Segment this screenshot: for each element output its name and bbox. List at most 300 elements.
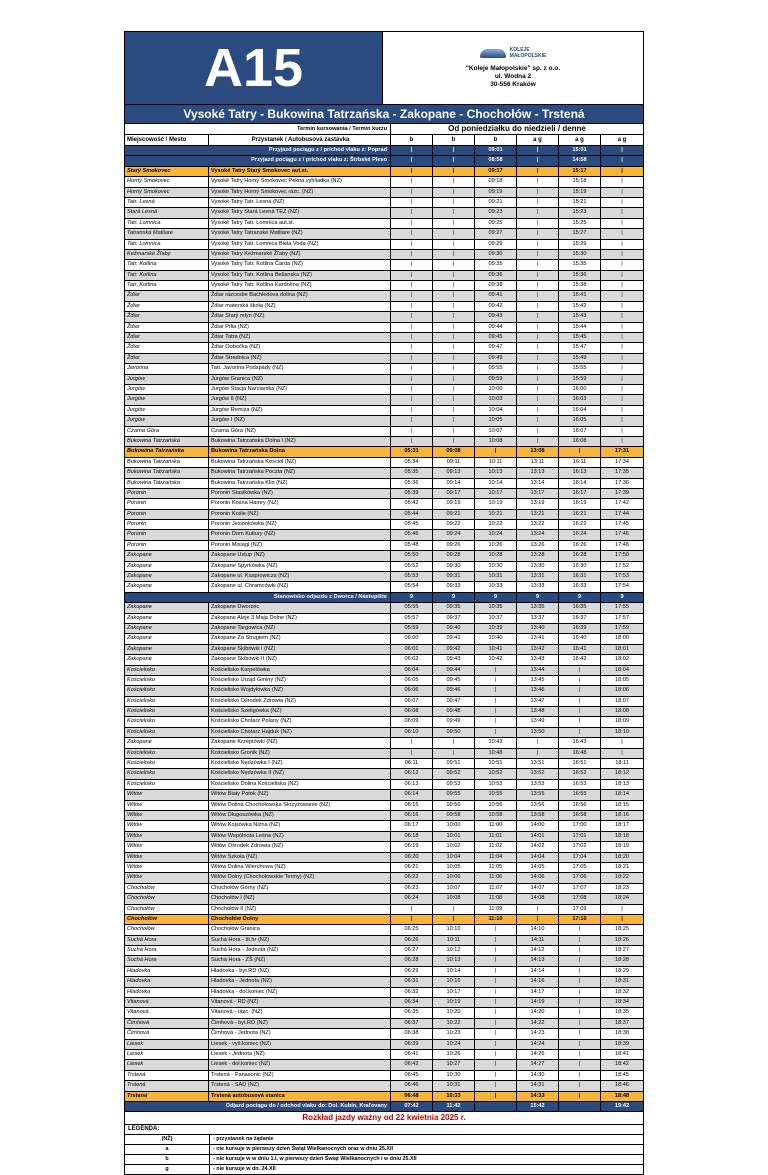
time-cell: 15:59	[559, 375, 601, 384]
time-cell: 15:30	[559, 250, 601, 259]
time-cell: 17:04	[559, 853, 601, 862]
time-cell: 17:06	[559, 873, 601, 882]
time-cell: 18:09	[615, 718, 629, 725]
time-cell: 10:51	[475, 759, 517, 768]
time-cell: |	[517, 198, 559, 207]
town-cell: Horný Smokovec	[125, 177, 209, 186]
table-row	[125, 416, 643, 426]
time-cell: 16:14	[559, 479, 601, 488]
time-cell: 06:08	[391, 707, 433, 716]
table-row	[125, 728, 643, 738]
time-cell: 14:23	[517, 1029, 559, 1038]
table-row	[125, 354, 643, 364]
town-cell: Zakopane	[125, 614, 209, 623]
time-cell: 13:58	[517, 811, 559, 820]
time-cell: |	[559, 1071, 601, 1080]
table-row	[125, 905, 643, 915]
legend-key: (NŽ)	[125, 1135, 210, 1144]
table-row	[125, 686, 643, 696]
time-cell: 10:20	[433, 1008, 475, 1017]
time-cell: 14:12	[517, 946, 559, 955]
time-cell: 06:24	[391, 894, 433, 903]
stop-cell: Liesek - vyš.koniec (NZ)	[209, 1040, 391, 1049]
stop-cell: Witów Ośrodek Zdrowia (NZ)	[209, 842, 391, 851]
time-cell: 09:31	[433, 572, 475, 581]
legend-key: a	[125, 1145, 210, 1154]
time-cell: |	[559, 1040, 601, 1049]
time-cell: 14:10	[517, 925, 559, 934]
time-cell: 09:48	[433, 707, 475, 716]
time-cell: |	[433, 156, 475, 165]
time-cell: 09:38	[475, 281, 517, 290]
table-row	[125, 479, 643, 489]
time-cell: 09:28	[433, 551, 475, 560]
time-cell: 13:17	[517, 489, 559, 498]
time-cell: 09:41	[433, 634, 475, 643]
time-cell: 09:11	[433, 458, 475, 467]
time-cell: 10:00	[475, 385, 517, 394]
town-cell: Starý Smokovec	[125, 167, 209, 176]
town-cell: Tatr. Lomnica	[125, 240, 209, 249]
time-cell: 10:16	[433, 977, 475, 986]
time-cell: 11:08	[475, 894, 517, 903]
table-row	[125, 811, 643, 821]
time-cell: 18:14	[615, 791, 629, 798]
town-cell: Hladovka	[125, 988, 209, 997]
time-cell: |	[517, 250, 559, 259]
stop-cell: Trstená - SAD (NZ)	[209, 1081, 391, 1090]
time-cell: |	[621, 749, 623, 756]
time-cell: |	[391, 427, 433, 436]
town-cell: Bukowina Tatrzańska	[125, 447, 209, 456]
time-cell: 15:29	[559, 240, 601, 249]
time-cell: 13:42	[517, 645, 559, 654]
stop-cell: Ždiar Pília (NZ)	[209, 323, 391, 332]
time-cell: |	[475, 447, 517, 456]
time-cell: |	[433, 385, 475, 394]
town-cell: Witów	[125, 801, 209, 810]
time-cell: 09:36	[475, 271, 517, 280]
town-cell: Zakopane	[125, 624, 209, 633]
time-cell: 15:38	[559, 281, 601, 290]
time-cell: 16:05	[559, 416, 601, 425]
town-cell: Zakopane	[125, 645, 209, 654]
stop-cell: Vysoké Tatry Stará Lesná TEZ (NZ)	[209, 208, 391, 217]
legend-text: - przystanek na żądanie	[213, 1136, 274, 1143]
time-cell: |	[517, 738, 559, 747]
time-cell: |	[517, 905, 559, 914]
time-cell: 10:33	[433, 1092, 475, 1101]
time-cell: |	[621, 147, 623, 153]
time-cell	[559, 1102, 601, 1111]
time-cell: 06:41	[391, 1050, 433, 1059]
time-cell: 09:44	[433, 666, 475, 675]
time-cell: 17:59	[615, 624, 629, 631]
town-cell: Hladovka	[125, 977, 209, 986]
time-cell: |	[475, 967, 517, 976]
time-cell: |	[517, 915, 559, 924]
platform-cell: 9	[433, 593, 475, 602]
stop-cell: Vysoké Tatry Tatr. Kotlina Kardolína (NZ)	[209, 281, 391, 290]
time-cell: 09:13	[433, 468, 475, 477]
time-cell: |	[391, 302, 433, 311]
stop-cell: Bukowina Tatrzańska Dolna	[209, 447, 391, 456]
stop-cell: Poronin Stasikówka (NZ)	[209, 489, 391, 498]
time-cell: 06:16	[391, 811, 433, 820]
time-cell: 15:27	[559, 229, 601, 238]
time-cell: 13:33	[517, 582, 559, 591]
table-row	[125, 1092, 643, 1102]
stop-cell: Zakopane Skibówki I (NZ)	[209, 645, 391, 654]
table-row	[125, 271, 643, 281]
table-row	[125, 1040, 643, 1050]
time-cell: |	[621, 365, 623, 372]
time-cell: 13:35	[517, 603, 559, 612]
town-cell: Poronin	[125, 489, 209, 498]
time-cell: |	[433, 167, 475, 176]
time-cell: 10:11	[475, 458, 517, 467]
town-cell: Jurgów	[125, 406, 209, 415]
time-cell: 13:26	[517, 541, 559, 550]
table-row	[125, 229, 643, 239]
time-cell: |	[475, 707, 517, 716]
time-cell: 10:41	[475, 645, 517, 654]
time-cell: 13:50	[517, 728, 559, 737]
table-row	[125, 520, 643, 530]
platform-cell: 9	[559, 593, 601, 602]
stop-cell: Witów Dolina Wierchowa (NZ)	[209, 863, 391, 872]
time-cell: 10:11	[433, 936, 475, 945]
legend-text: - nie kursuje w dn. 24.XII	[213, 1166, 276, 1173]
time-cell: |	[559, 1050, 601, 1059]
validity-note: Rozkład jazdy ważny od 22 kwietnia 2025 r.	[125, 1112, 643, 1125]
time-cell: 10:17	[475, 489, 517, 498]
time-cell: 09:23	[475, 208, 517, 217]
time-cell: 16:26	[559, 541, 601, 550]
time-cell: |	[475, 956, 517, 965]
time-cell: 09:52	[433, 769, 475, 778]
time-cell: 05:36	[391, 479, 433, 488]
time-cell: |	[517, 749, 559, 758]
time-cell: 10:42	[475, 655, 517, 664]
time-cell: 09:56	[433, 801, 475, 810]
time-cell: 18:23	[615, 884, 629, 891]
table-row	[125, 884, 643, 894]
time-cell: |	[517, 416, 559, 425]
time-cell: |	[621, 417, 623, 424]
time-cell: |	[475, 1050, 517, 1059]
time-cell: 10:24	[433, 1040, 475, 1049]
time-cell: 05:52	[391, 562, 433, 571]
time-cell: 18:10	[615, 728, 629, 735]
time-cell: 15:42	[517, 1102, 559, 1111]
time-cell: |	[475, 666, 517, 675]
table-row	[125, 998, 643, 1008]
platform-cell: 9	[475, 593, 517, 602]
time-cell: 16:55	[559, 790, 601, 799]
time-cell: |	[475, 1071, 517, 1080]
time-cell: 18:05	[615, 676, 629, 683]
term-row	[125, 124, 643, 135]
time-cell: |	[391, 260, 433, 269]
time-cell: |	[621, 282, 623, 289]
time-cell: 18:45	[615, 1071, 629, 1078]
time-cell: 10:22	[433, 1019, 475, 1028]
time-cell: 09:29	[475, 240, 517, 249]
platform-cell: 9	[517, 593, 559, 602]
stop-cell: Kościelisko Szeligówka (NZ)	[209, 707, 391, 716]
time-cell: 18:25	[615, 926, 629, 933]
code-3: b	[475, 135, 517, 145]
time-cell: 10:07	[433, 884, 475, 893]
time-cell: 09:35	[475, 260, 517, 269]
time-cell: |	[475, 1019, 517, 1028]
time-cell: 19:42	[614, 1102, 630, 1109]
time-cell: 18:06	[615, 687, 629, 694]
time-cell: 09:27	[475, 229, 517, 238]
time-cell: 18:08	[615, 708, 629, 715]
time-cell: 09:30	[475, 250, 517, 259]
stop-cell: Vysoké Tatry Starý Smokovec aut.st.	[209, 167, 391, 176]
time-cell: 13:13	[517, 468, 559, 477]
time-cell: 14:31	[517, 1081, 559, 1090]
time-cell: 15:19	[559, 188, 601, 197]
table-row	[125, 219, 643, 229]
table-row	[125, 780, 643, 790]
time-cell: 09:18	[475, 177, 517, 186]
operator-info	[383, 32, 643, 104]
time-cell: 18:41	[615, 1050, 629, 1057]
stop-cell: Ždiar Oobočka (NZ)	[209, 343, 391, 352]
time-cell: 05:57	[391, 614, 433, 623]
time-cell: 10:22	[475, 520, 517, 529]
time-cell: 06:29	[391, 967, 433, 976]
time-cell: 13:44	[517, 666, 559, 675]
time-cell: 16:40	[559, 634, 601, 643]
town-cell: Chochołów	[125, 915, 209, 924]
time-cell: |	[391, 343, 433, 352]
table-row	[125, 645, 643, 655]
time-cell: 17:45	[615, 521, 629, 528]
table-row	[125, 188, 643, 198]
table-row	[125, 343, 643, 353]
time-cell: |	[475, 946, 517, 955]
town-cell: Zakopane	[125, 655, 209, 664]
time-cell: 17:39	[615, 489, 629, 496]
time-cell: 10:26	[433, 1050, 475, 1059]
time-cell: |	[517, 437, 559, 446]
time-cell: |	[391, 281, 433, 290]
time-cell: 13:49	[517, 717, 559, 726]
table-row	[125, 977, 643, 987]
time-cell: 13:48	[517, 707, 559, 716]
time-cell: 10:58	[475, 811, 517, 820]
time-cell: 06:31	[391, 977, 433, 986]
time-cell: 06:07	[391, 697, 433, 706]
time-cell: 17:08	[559, 894, 601, 903]
time-cell: 13:31	[517, 572, 559, 581]
table-row	[125, 312, 643, 322]
town-cell: Zakopane	[125, 582, 209, 591]
time-cell: 10:39	[475, 624, 517, 633]
town-cell: Poronin	[125, 520, 209, 529]
town-cell: Kościelisko	[125, 749, 209, 758]
time-cell: 18:11	[615, 760, 629, 767]
time-cell: 13:47	[517, 697, 559, 706]
table-row	[125, 260, 643, 270]
town-cell: Chochołów	[125, 905, 209, 914]
stops-section-1	[125, 167, 643, 593]
time-cell: 10:30	[475, 562, 517, 571]
time-cell: 09:44	[475, 323, 517, 332]
stop-cell: Kościelisko Chotarz Hajduk (NZ)	[209, 728, 391, 737]
time-cell: 18:07	[615, 697, 629, 704]
time-cell: 17:48	[615, 541, 629, 548]
stop-cell: Witów Dolny (Chochołowskie Termy) (NZ)	[209, 873, 391, 882]
town-cell: Zakopane	[125, 562, 209, 571]
time-cell: 18:24	[615, 895, 629, 902]
stop-cell: Zakopane Ustup (NZ)	[209, 551, 391, 560]
time-cell: 05:50	[391, 551, 433, 560]
stop-cell: Trstená - Panasonic (NZ)	[209, 1071, 391, 1080]
time-cell: |	[621, 230, 623, 237]
stop-cell: Chochołów Górny (NZ)	[209, 884, 391, 893]
town-cell: Kościelisko	[125, 780, 209, 789]
town-cell: Bukowina Tatrzańska	[125, 458, 209, 467]
legend-key: b	[125, 1155, 210, 1164]
time-cell: 13:24	[517, 530, 559, 539]
town-cell: Chochołów	[125, 884, 209, 893]
stop-cell: Zakopane ul. Chramcówki (NZ)	[209, 582, 391, 591]
time-cell: |	[433, 333, 475, 342]
time-cell: |	[391, 167, 433, 176]
town-cell: Hladovka	[125, 967, 209, 976]
train-icon	[480, 49, 506, 58]
stop-cell: Poronin Jesionkówka (NZ)	[209, 520, 391, 529]
town-cell: Witów	[125, 790, 209, 799]
time-cell: |	[391, 323, 433, 332]
table-row	[125, 853, 643, 863]
time-cell: |	[391, 198, 433, 207]
time-cell: 09:49	[433, 717, 475, 726]
table-row	[125, 697, 643, 707]
table-row	[125, 458, 643, 468]
time-cell: |	[559, 967, 601, 976]
arrival-strbske-label: Przyjazd pociągu z / príchod vlaku z: Štrbské Pleso	[125, 156, 391, 165]
time-cell: |	[621, 905, 623, 912]
time-cell: 10:03	[475, 395, 517, 404]
stop-cell: Ždiar Tatra (NZ)	[209, 333, 391, 342]
time-cell: |	[475, 686, 517, 695]
time-cell: |	[517, 240, 559, 249]
town-cell: Jurgów	[125, 416, 209, 425]
town-cell: Liesek	[125, 1050, 209, 1059]
time-cell: 10:21	[475, 510, 517, 519]
time-cell: |	[391, 749, 433, 758]
time-cell: 14:24	[517, 1040, 559, 1049]
time-cell: 06:35	[391, 1008, 433, 1017]
time-cell: 09:08	[433, 447, 475, 456]
town-cell: Ždiar	[125, 323, 209, 332]
time-cell: 16:21	[559, 510, 601, 519]
legend-key: g	[125, 1165, 210, 1174]
stop-cell: Bukowina Tatrzańska Poczta (NZ)	[209, 468, 391, 477]
time-cell: |	[621, 178, 623, 185]
time-cell: |	[621, 240, 623, 247]
time-cell: |	[621, 250, 623, 257]
time-cell: 18:20	[615, 853, 629, 860]
town-cell: Zakopane	[125, 551, 209, 560]
stop-cell: Witów Długoszówka (NZ)	[209, 811, 391, 820]
time-cell: 14:08	[517, 894, 559, 903]
stop-cell: Ždiar Starý mlyn (NZ)	[209, 312, 391, 321]
time-cell: |	[475, 1008, 517, 1017]
time-cell: |	[391, 416, 433, 425]
town-cell: Tatr. Kotlina	[125, 281, 209, 290]
platform-cell: 9	[620, 593, 624, 600]
arrival-poprad-row	[125, 146, 643, 156]
time-cell: 13:11	[517, 458, 559, 467]
stop-cell: Chochołów I (NZ)	[209, 894, 391, 903]
town-cell: Witów	[125, 873, 209, 882]
town-cell: Tatr. Kotlina	[125, 260, 209, 269]
stop-cell: Kościelisko Urząd Gminy (NZ)	[209, 676, 391, 685]
stanowisko-row	[125, 593, 643, 603]
town-cell: Poronin	[125, 499, 209, 508]
time-cell: |	[433, 406, 475, 415]
time-cell: 11:00	[475, 821, 517, 830]
town-cell: Czarna Góra	[125, 427, 209, 436]
town-cell: Zakopane	[125, 738, 209, 747]
stop-cell: Vysoké Tatry Tatr. Lesná (NZ)	[209, 198, 391, 207]
legend-row	[125, 1155, 643, 1165]
time-cell: 06:04	[391, 666, 433, 675]
time-cell: 10:26	[475, 541, 517, 550]
time-cell: 05:55	[391, 603, 433, 612]
time-cell: 15:49	[559, 354, 601, 363]
time-cell: 18:15	[615, 801, 629, 808]
term-label: Termin kursowania / Termín kurzu	[125, 124, 391, 134]
time-cell: |	[517, 260, 559, 269]
company-city: 30-556 Kraków	[490, 81, 536, 88]
time-cell: |	[475, 1092, 517, 1101]
time-cell: 10:13	[433, 956, 475, 965]
table-row	[125, 250, 643, 260]
town-cell: Ždiar	[125, 354, 209, 363]
time-cell: 14:26	[517, 1050, 559, 1059]
stop-cell: Kościelisko Nędzówka II (NZ)	[209, 769, 391, 778]
time-cell: 10:10	[433, 925, 475, 934]
time-cell: |	[517, 156, 559, 165]
time-cell: |	[517, 167, 559, 176]
stop-cell: Vitanová - rázc. (NZ)	[209, 1008, 391, 1017]
time-cell: 13:51	[517, 759, 559, 768]
time-cell: 18:34	[615, 999, 629, 1006]
time-cell: 18:37	[615, 1019, 629, 1026]
time-cell: 10:04	[433, 853, 475, 862]
time-cell: 09:01	[475, 146, 517, 155]
col-stop: Przystanek / Autobusová zastávka	[209, 135, 391, 145]
table-row	[125, 863, 643, 873]
time-cell: 10:53	[475, 780, 517, 789]
time-cell: 14:02	[517, 842, 559, 851]
table-row	[125, 1019, 643, 1029]
time-cell: 13:21	[517, 510, 559, 519]
time-cell: 10:05	[433, 863, 475, 872]
time-cell: 09:43	[433, 655, 475, 664]
time-cell: 09:45	[475, 333, 517, 342]
time-cell: |	[517, 177, 559, 186]
